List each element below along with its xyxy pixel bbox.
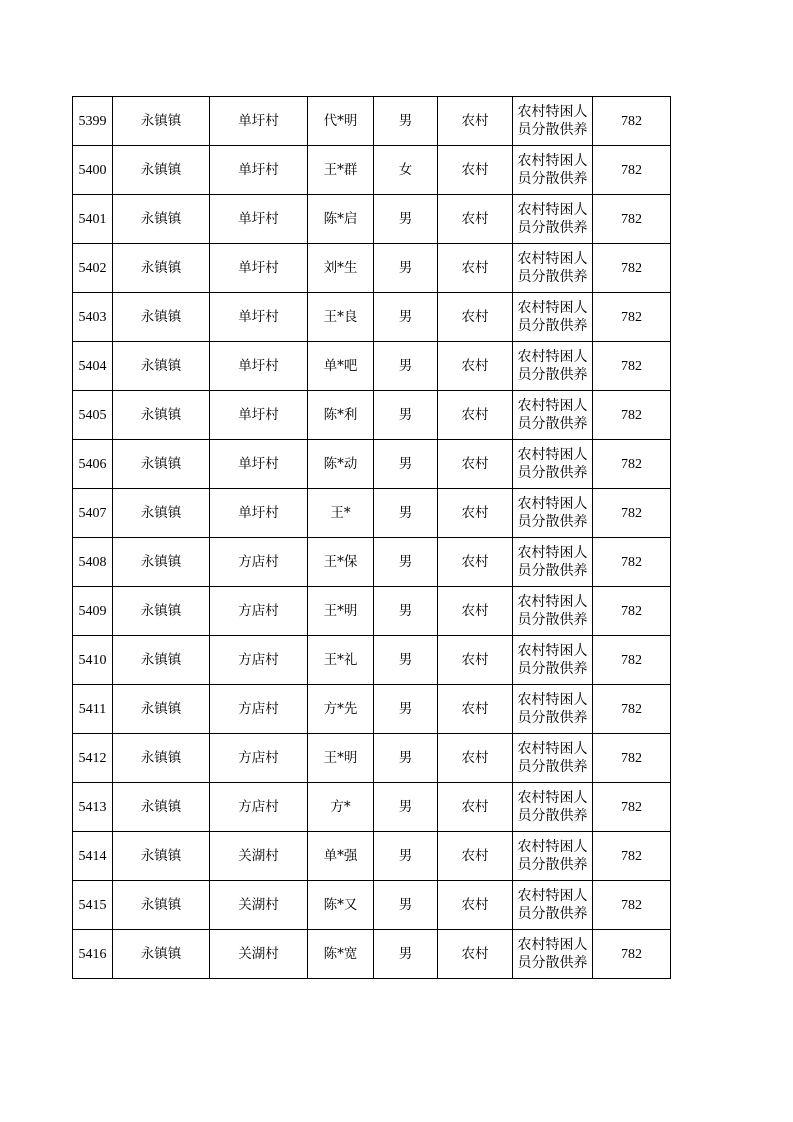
table-row bbox=[73, 734, 671, 783]
amount-cell: 782 bbox=[593, 930, 671, 979]
table-row bbox=[73, 636, 671, 685]
gender-cell: 女 bbox=[374, 146, 438, 195]
category-cell bbox=[513, 685, 593, 734]
gender-cell: 男 bbox=[374, 244, 438, 293]
gender-cell: 男 bbox=[374, 195, 438, 244]
town-cell: 永镇镇 bbox=[113, 783, 210, 832]
area-type-cell: 农村 bbox=[438, 538, 513, 587]
village-cell: 单圩村 bbox=[210, 195, 308, 244]
category-line: 员分散供养 bbox=[517, 661, 588, 677]
village-cell: 关湖村 bbox=[210, 832, 308, 881]
category-line: 农村特困人 bbox=[517, 447, 588, 463]
category-line: 员分散供养 bbox=[517, 318, 588, 334]
category-cell bbox=[513, 538, 593, 587]
person-name-cell: 王*群 bbox=[308, 146, 374, 195]
gender-cell: 男 bbox=[374, 587, 438, 636]
category-line: 农村特困人 bbox=[517, 692, 588, 708]
town-cell: 永镇镇 bbox=[113, 440, 210, 489]
category-cell bbox=[513, 636, 593, 685]
category-line: 员分散供养 bbox=[517, 367, 588, 383]
table-row bbox=[73, 146, 671, 195]
table-row bbox=[73, 783, 671, 832]
area-type-cell: 农村 bbox=[438, 391, 513, 440]
category-cell bbox=[513, 440, 593, 489]
category-cell bbox=[513, 195, 593, 244]
town-cell: 永镇镇 bbox=[113, 489, 210, 538]
category-line: 员分散供养 bbox=[517, 710, 588, 726]
table-row bbox=[73, 930, 671, 979]
amount-cell: 782 bbox=[593, 489, 671, 538]
gender-cell: 男 bbox=[374, 832, 438, 881]
village-cell: 单圩村 bbox=[210, 293, 308, 342]
table-body bbox=[73, 97, 671, 979]
amount-cell: 782 bbox=[593, 636, 671, 685]
person-name-cell: 方* bbox=[308, 783, 374, 832]
category-line: 农村特困人 bbox=[517, 741, 588, 757]
town-cell: 永镇镇 bbox=[113, 391, 210, 440]
row-number-cell: 5406 bbox=[73, 440, 113, 489]
village-cell: 方店村 bbox=[210, 538, 308, 587]
row-number-cell: 5412 bbox=[73, 734, 113, 783]
category-cell bbox=[513, 881, 593, 930]
gender-cell: 男 bbox=[374, 734, 438, 783]
amount-cell: 782 bbox=[593, 783, 671, 832]
category-line: 员分散供养 bbox=[517, 122, 588, 138]
row-number-cell: 5399 bbox=[73, 97, 113, 146]
area-type-cell: 农村 bbox=[438, 489, 513, 538]
category-line: 农村特困人 bbox=[517, 594, 588, 610]
town-cell: 永镇镇 bbox=[113, 195, 210, 244]
gender-cell: 男 bbox=[374, 538, 438, 587]
person-name-cell: 王*保 bbox=[308, 538, 374, 587]
town-cell: 永镇镇 bbox=[113, 881, 210, 930]
data-table bbox=[72, 96, 671, 979]
row-number-cell: 5411 bbox=[73, 685, 113, 734]
row-number-cell: 5404 bbox=[73, 342, 113, 391]
category-line: 员分散供养 bbox=[517, 416, 588, 432]
area-type-cell: 农村 bbox=[438, 636, 513, 685]
village-cell: 关湖村 bbox=[210, 930, 308, 979]
town-cell: 永镇镇 bbox=[113, 293, 210, 342]
person-name-cell: 王*明 bbox=[308, 734, 374, 783]
amount-cell: 782 bbox=[593, 97, 671, 146]
person-name-cell: 刘*生 bbox=[308, 244, 374, 293]
person-name-cell: 王* bbox=[308, 489, 374, 538]
village-cell: 方店村 bbox=[210, 685, 308, 734]
row-number-cell: 5408 bbox=[73, 538, 113, 587]
village-cell: 关湖村 bbox=[210, 881, 308, 930]
town-cell: 永镇镇 bbox=[113, 244, 210, 293]
category-line: 农村特困人 bbox=[517, 888, 588, 904]
area-type-cell: 农村 bbox=[438, 244, 513, 293]
person-name-cell: 王*明 bbox=[308, 587, 374, 636]
category-line: 员分散供养 bbox=[517, 465, 588, 481]
table-row bbox=[73, 195, 671, 244]
amount-cell: 782 bbox=[593, 881, 671, 930]
village-cell: 方店村 bbox=[210, 587, 308, 636]
category-line: 农村特困人 bbox=[517, 104, 588, 120]
amount-cell: 782 bbox=[593, 293, 671, 342]
category-line: 员分散供养 bbox=[517, 220, 588, 236]
table-row bbox=[73, 587, 671, 636]
area-type-cell: 农村 bbox=[438, 146, 513, 195]
category-line: 农村特困人 bbox=[517, 349, 588, 365]
category-line: 员分散供养 bbox=[517, 759, 588, 775]
area-type-cell: 农村 bbox=[438, 342, 513, 391]
category-line: 员分散供养 bbox=[517, 808, 588, 824]
town-cell: 永镇镇 bbox=[113, 97, 210, 146]
town-cell: 永镇镇 bbox=[113, 538, 210, 587]
amount-cell: 782 bbox=[593, 342, 671, 391]
person-name-cell: 王*礼 bbox=[308, 636, 374, 685]
gender-cell: 男 bbox=[374, 391, 438, 440]
category-cell bbox=[513, 293, 593, 342]
amount-cell: 782 bbox=[593, 195, 671, 244]
category-line: 农村特困人 bbox=[517, 398, 588, 414]
table-row bbox=[73, 489, 671, 538]
table-row bbox=[73, 97, 671, 146]
gender-cell: 男 bbox=[374, 783, 438, 832]
village-cell: 单圩村 bbox=[210, 97, 308, 146]
town-cell: 永镇镇 bbox=[113, 587, 210, 636]
category-cell bbox=[513, 783, 593, 832]
town-cell: 永镇镇 bbox=[113, 146, 210, 195]
category-line: 农村特困人 bbox=[517, 937, 588, 953]
category-line: 农村特困人 bbox=[517, 839, 588, 855]
gender-cell: 男 bbox=[374, 489, 438, 538]
amount-cell: 782 bbox=[593, 391, 671, 440]
table-row bbox=[73, 293, 671, 342]
town-cell: 永镇镇 bbox=[113, 342, 210, 391]
category-cell bbox=[513, 146, 593, 195]
area-type-cell: 农村 bbox=[438, 930, 513, 979]
category-cell bbox=[513, 489, 593, 538]
category-cell bbox=[513, 930, 593, 979]
amount-cell: 782 bbox=[593, 440, 671, 489]
town-cell: 永镇镇 bbox=[113, 685, 210, 734]
area-type-cell: 农村 bbox=[438, 685, 513, 734]
town-cell: 永镇镇 bbox=[113, 832, 210, 881]
gender-cell: 男 bbox=[374, 881, 438, 930]
category-line: 农村特困人 bbox=[517, 153, 588, 169]
gender-cell: 男 bbox=[374, 685, 438, 734]
village-cell: 方店村 bbox=[210, 783, 308, 832]
town-cell: 永镇镇 bbox=[113, 930, 210, 979]
amount-cell: 782 bbox=[593, 146, 671, 195]
row-number-cell: 5413 bbox=[73, 783, 113, 832]
row-number-cell: 5410 bbox=[73, 636, 113, 685]
amount-cell: 782 bbox=[593, 734, 671, 783]
person-name-cell: 陈*启 bbox=[308, 195, 374, 244]
gender-cell: 男 bbox=[374, 440, 438, 489]
village-cell: 方店村 bbox=[210, 636, 308, 685]
area-type-cell: 农村 bbox=[438, 734, 513, 783]
gender-cell: 男 bbox=[374, 97, 438, 146]
row-number-cell: 5414 bbox=[73, 832, 113, 881]
table-row bbox=[73, 881, 671, 930]
row-number-cell: 5416 bbox=[73, 930, 113, 979]
village-cell: 单圩村 bbox=[210, 146, 308, 195]
category-line: 农村特困人 bbox=[517, 496, 588, 512]
category-line: 员分散供养 bbox=[517, 269, 588, 285]
area-type-cell: 农村 bbox=[438, 293, 513, 342]
amount-cell: 782 bbox=[593, 685, 671, 734]
village-cell: 单圩村 bbox=[210, 440, 308, 489]
category-cell bbox=[513, 734, 593, 783]
category-line: 农村特困人 bbox=[517, 202, 588, 218]
person-name-cell: 陈*利 bbox=[308, 391, 374, 440]
category-cell bbox=[513, 587, 593, 636]
row-number-cell: 5402 bbox=[73, 244, 113, 293]
person-name-cell: 方*先 bbox=[308, 685, 374, 734]
village-cell: 单圩村 bbox=[210, 391, 308, 440]
person-name-cell: 单*吧 bbox=[308, 342, 374, 391]
area-type-cell: 农村 bbox=[438, 97, 513, 146]
category-line: 农村特困人 bbox=[517, 300, 588, 316]
category-cell bbox=[513, 391, 593, 440]
row-number-cell: 5407 bbox=[73, 489, 113, 538]
category-line: 农村特困人 bbox=[517, 790, 588, 806]
row-number-cell: 5403 bbox=[73, 293, 113, 342]
category-cell bbox=[513, 97, 593, 146]
gender-cell: 男 bbox=[374, 342, 438, 391]
village-cell: 单圩村 bbox=[210, 244, 308, 293]
row-number-cell: 5415 bbox=[73, 881, 113, 930]
person-name-cell: 单*强 bbox=[308, 832, 374, 881]
person-name-cell: 陈*又 bbox=[308, 881, 374, 930]
village-cell: 方店村 bbox=[210, 734, 308, 783]
table-row bbox=[73, 391, 671, 440]
row-number-cell: 5405 bbox=[73, 391, 113, 440]
category-line: 员分散供养 bbox=[517, 906, 588, 922]
person-name-cell: 陈*宽 bbox=[308, 930, 374, 979]
row-number-cell: 5409 bbox=[73, 587, 113, 636]
area-type-cell: 农村 bbox=[438, 832, 513, 881]
town-cell: 永镇镇 bbox=[113, 636, 210, 685]
area-type-cell: 农村 bbox=[438, 195, 513, 244]
village-cell: 单圩村 bbox=[210, 342, 308, 391]
category-cell bbox=[513, 832, 593, 881]
gender-cell: 男 bbox=[374, 636, 438, 685]
category-line: 员分散供养 bbox=[517, 171, 588, 187]
category-line: 员分散供养 bbox=[517, 857, 588, 873]
category-line: 农村特困人 bbox=[517, 545, 588, 561]
area-type-cell: 农村 bbox=[438, 587, 513, 636]
gender-cell: 男 bbox=[374, 930, 438, 979]
category-line: 员分散供养 bbox=[517, 612, 588, 628]
gender-cell: 男 bbox=[374, 293, 438, 342]
table-row bbox=[73, 244, 671, 293]
amount-cell: 782 bbox=[593, 587, 671, 636]
table-row bbox=[73, 342, 671, 391]
table-row bbox=[73, 440, 671, 489]
area-type-cell: 农村 bbox=[438, 881, 513, 930]
person-name-cell: 代*明 bbox=[308, 97, 374, 146]
category-line: 员分散供养 bbox=[517, 955, 588, 971]
table-row bbox=[73, 538, 671, 587]
amount-cell: 782 bbox=[593, 244, 671, 293]
table-row bbox=[73, 685, 671, 734]
person-name-cell: 王*良 bbox=[308, 293, 374, 342]
table-row bbox=[73, 832, 671, 881]
category-cell bbox=[513, 342, 593, 391]
town-cell: 永镇镇 bbox=[113, 734, 210, 783]
amount-cell: 782 bbox=[593, 538, 671, 587]
category-cell bbox=[513, 244, 593, 293]
area-type-cell: 农村 bbox=[438, 440, 513, 489]
category-line: 员分散供养 bbox=[517, 514, 588, 530]
amount-cell: 782 bbox=[593, 832, 671, 881]
category-line: 农村特困人 bbox=[517, 251, 588, 267]
category-line: 农村特困人 bbox=[517, 643, 588, 659]
village-cell: 单圩村 bbox=[210, 489, 308, 538]
area-type-cell: 农村 bbox=[438, 783, 513, 832]
row-number-cell: 5400 bbox=[73, 146, 113, 195]
person-name-cell: 陈*动 bbox=[308, 440, 374, 489]
category-line: 员分散供养 bbox=[517, 563, 588, 579]
row-number-cell: 5401 bbox=[73, 195, 113, 244]
